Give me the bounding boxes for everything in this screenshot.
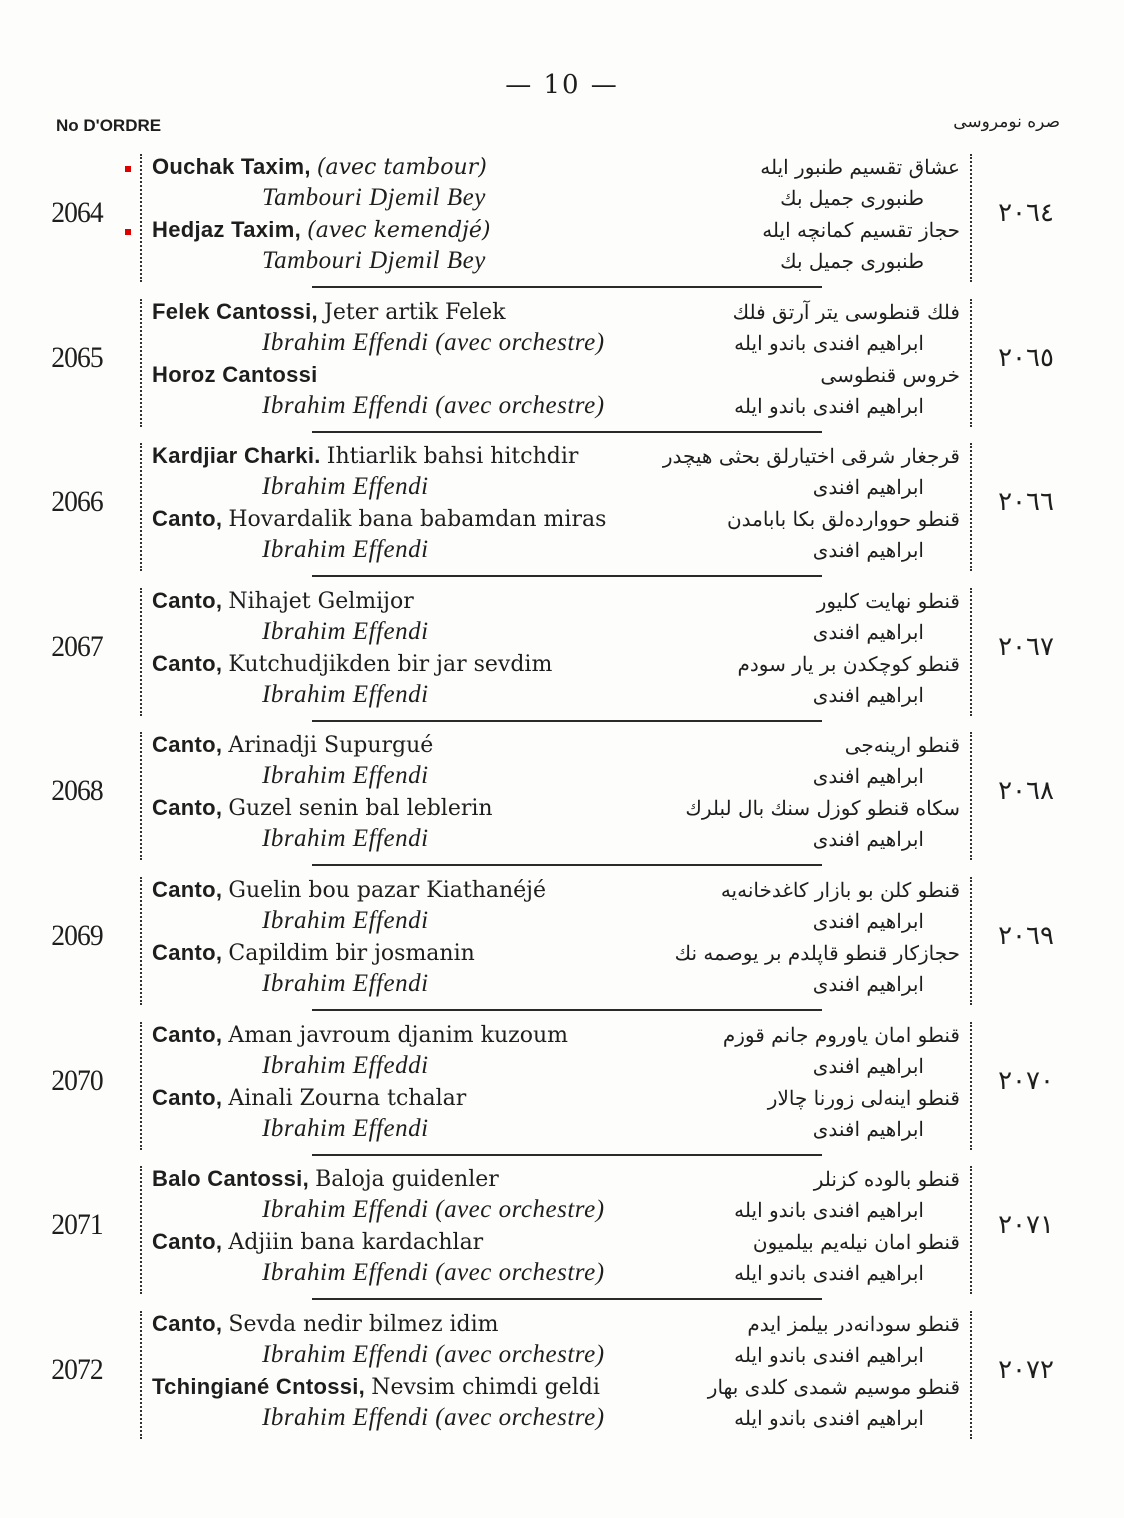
arabic-title-1: فلك قنطوسی يتر آرتق فلك bbox=[732, 299, 960, 324]
song-note-1: (avec tambour) bbox=[316, 155, 487, 180]
arabic-title-1: قنطو بالوده كزنلر bbox=[813, 1167, 960, 1192]
arabic-catalog-number: ٢٠٦٦ bbox=[998, 487, 1054, 518]
song-type-1: Kardjiar Charki. bbox=[152, 443, 321, 469]
catalog-number: 2071 bbox=[51, 1208, 103, 1242]
entry-divider bbox=[312, 1298, 822, 1300]
entry-divider bbox=[312, 1154, 822, 1156]
performer-1: Ibrahim Effeddi bbox=[262, 1051, 429, 1079]
arabic-performer-2: ابراهيم افندی bbox=[812, 538, 924, 563]
arabic-title-2: قنطو امان نيلەيم بيلميون bbox=[752, 1230, 960, 1255]
arabic-title-2: خروس قنطوسی bbox=[820, 362, 960, 387]
song-type-1: Felek Cantossi, bbox=[152, 298, 318, 324]
song-name-2: Guzel senin bal leblerin bbox=[228, 796, 493, 822]
arabic-performer-2: ابراهيم افندی باندو ايله bbox=[734, 1261, 924, 1286]
song-name-2: Adjiin bana kardachlar bbox=[228, 1230, 484, 1256]
song-type-1: Ouchak Taxim, bbox=[152, 154, 311, 179]
arabic-performer-1: طنبوری جميل بك bbox=[780, 186, 924, 210]
left-bracket bbox=[140, 732, 142, 860]
record-entry bbox=[0, 148, 1124, 288]
arabic-performer-2: ابراهيم افندی bbox=[812, 1116, 924, 1141]
arabic-order-header: صره نومروسی bbox=[953, 112, 1060, 132]
song-title-2 bbox=[152, 1227, 483, 1257]
performer-1: Ibrahim Effendi bbox=[262, 617, 429, 645]
song-title-1 bbox=[152, 152, 487, 182]
entry-divider bbox=[312, 431, 822, 433]
arabic-performer-1: ابراهيم افندی bbox=[812, 909, 924, 933]
song-title-1 bbox=[152, 297, 506, 327]
performer-1: Ibrahim Effendi bbox=[262, 907, 429, 934]
song-name-1: Aman javroum djanim kuzoum bbox=[228, 1022, 568, 1048]
song-title-1 bbox=[152, 730, 433, 760]
performer-2: Ibrahim Effendi bbox=[262, 1114, 429, 1142]
song-type-2: Canto, bbox=[152, 650, 223, 676]
song-title-2 bbox=[152, 504, 606, 534]
song-title-1 bbox=[152, 586, 414, 616]
song-name-2: Nevsim chimdi geldi bbox=[371, 1374, 600, 1400]
left-bracket bbox=[140, 154, 142, 282]
catalog-number: 2070 bbox=[51, 1063, 103, 1097]
right-bracket bbox=[970, 443, 972, 571]
arabic-catalog-number: ٢٠٧١ bbox=[998, 1210, 1054, 1241]
left-bracket bbox=[140, 1166, 142, 1294]
song-name-2: Capildim bir josmanin bbox=[228, 941, 475, 966]
song-name-2: Hovardalik bana babamdan miras bbox=[228, 507, 607, 533]
song-name-1: Baloja guidenler bbox=[315, 1167, 499, 1193]
song-type-1: Balo Cantossi, bbox=[152, 1166, 310, 1192]
arabic-title-1: عشاق تقسيم طنبور ايله bbox=[760, 155, 960, 179]
right-bracket bbox=[970, 299, 972, 427]
performer-2: Ibrahim Effendi (avec orchestre) bbox=[262, 1403, 605, 1431]
red-marker-2 bbox=[125, 229, 131, 235]
song-type-1: Canto, bbox=[152, 877, 223, 902]
arabic-performer-1: ابراهيم افندی باندو ايله bbox=[734, 1198, 924, 1223]
arabic-performer-1: ابراهيم افندی bbox=[812, 619, 924, 644]
arabic-catalog-number: ٢٠٧٢ bbox=[998, 1354, 1054, 1385]
arabic-performer-2: ابراهيم افندی bbox=[812, 682, 924, 707]
arabic-performer-2: ابراهيم افندی باندو ايله bbox=[734, 393, 924, 418]
song-title-2 bbox=[152, 649, 552, 679]
arabic-title-1: قنطو امان ياوروم جانم قوزم bbox=[722, 1022, 960, 1047]
right-bracket bbox=[970, 1166, 972, 1294]
left-bracket bbox=[140, 443, 142, 571]
song-name-1: Jeter artik Felek bbox=[324, 299, 506, 325]
catalog-number: 2066 bbox=[51, 485, 103, 519]
performer-2: Ibrahim Effendi bbox=[262, 825, 429, 853]
performer-1: Ibrahim Effendi (avec orchestre) bbox=[262, 1340, 605, 1368]
record-entry bbox=[0, 726, 1124, 866]
page-number: — 10 — bbox=[505, 70, 619, 100]
left-bracket bbox=[140, 877, 142, 1005]
song-name-2: Ainali Zourna tchalar bbox=[228, 1085, 467, 1111]
arabic-title-1: قنطو سودانەدر بيلمز ايدم bbox=[747, 1311, 960, 1336]
song-title-2 bbox=[152, 1083, 466, 1113]
red-marker-1 bbox=[125, 166, 131, 172]
arabic-title-2: قنطو اينەلی زورنا چالار bbox=[767, 1085, 960, 1110]
performer-1: Ibrahim Effendi (avec orchestre) bbox=[262, 1196, 605, 1224]
song-name-1: Arinadji Supurgué bbox=[228, 733, 434, 759]
arabic-performer-2: ابراهيم افندی bbox=[812, 827, 924, 852]
arabic-title-1: قنطو كلن بو بازار كاغدخانەيه bbox=[720, 878, 960, 902]
entry-divider bbox=[312, 575, 822, 577]
record-entry bbox=[0, 871, 1124, 1011]
arabic-title-1: قنطو نهايت كليور bbox=[816, 588, 960, 613]
arabic-title-1: قرجغار شرقی اختيارلق بحثی هيچدر bbox=[662, 444, 960, 469]
song-type-1: Canto, bbox=[152, 1021, 223, 1047]
performer-1: Ibrahim Effendi (avec orchestre) bbox=[262, 328, 605, 356]
record-entry bbox=[0, 1305, 1124, 1445]
performer-2: Ibrahim Effendi (avec orchestre) bbox=[262, 1259, 605, 1287]
right-bracket bbox=[970, 1311, 972, 1439]
entry-divider bbox=[312, 720, 822, 722]
arabic-title-2: قنطو موسيم شمدی كلدی بهار bbox=[707, 1374, 960, 1399]
right-bracket bbox=[970, 1022, 972, 1150]
song-name-1: Guelin bou pazar Kiathanéjé bbox=[228, 878, 547, 903]
right-bracket bbox=[970, 877, 972, 1005]
right-bracket bbox=[970, 154, 972, 282]
song-type-1: Canto, bbox=[152, 1310, 223, 1336]
catalog-number: 2068 bbox=[51, 774, 103, 808]
left-bracket bbox=[140, 1311, 142, 1439]
song-type-2: Hedjaz Taxim, bbox=[152, 217, 301, 242]
performer-1: Ibrahim Effendi bbox=[262, 762, 429, 790]
entry-divider bbox=[312, 286, 822, 288]
order-number-header: No D'ORDRE bbox=[56, 116, 162, 135]
song-type-1: Canto, bbox=[152, 732, 223, 758]
catalog-number: 2064 bbox=[51, 196, 103, 229]
arabic-title-2: قنطو كوچكدن بر يار سودم bbox=[737, 651, 960, 676]
performer-2: Ibrahim Effendi bbox=[262, 970, 429, 997]
performer-1: Tambouri Djemil Bey bbox=[262, 184, 486, 211]
catalog-number: 2072 bbox=[51, 1352, 103, 1386]
catalog-number: 2069 bbox=[51, 919, 103, 952]
arabic-performer-1: ابراهيم افندی bbox=[812, 764, 924, 789]
arabic-catalog-number: ٢٠٦٥ bbox=[998, 342, 1054, 373]
arabic-performer-1: ابراهيم افندی باندو ايله bbox=[734, 330, 924, 355]
catalog-number: 2065 bbox=[51, 340, 103, 374]
song-type-2: Horoz Cantossi bbox=[152, 361, 318, 387]
arabic-performer-1: ابراهيم افندی باندو ايله bbox=[734, 1342, 924, 1367]
arabic-performer-2: ابراهيم افندی bbox=[812, 972, 924, 996]
performer-2: Ibrahim Effendi bbox=[262, 680, 429, 708]
record-entry bbox=[0, 293, 1124, 433]
arabic-title-2: قنطو حوواردەلق بكا بابامدن bbox=[726, 507, 960, 532]
performer-2: Tambouri Djemil Bey bbox=[262, 247, 486, 274]
arabic-catalog-number: ٢٠٦٤ bbox=[998, 198, 1054, 228]
arabic-performer-2: ابراهيم افندی باندو ايله bbox=[734, 1405, 924, 1430]
song-name-1: Nihajet Gelmijor bbox=[228, 588, 414, 614]
song-name-1: Sevda nedir bilmez idim bbox=[228, 1311, 499, 1337]
song-note-2: (avec kemendjé) bbox=[307, 218, 491, 243]
arabic-title-2: حجازكار قنطو قاپلدم بر يوصمه نك bbox=[674, 941, 960, 965]
song-title-1 bbox=[152, 441, 578, 471]
song-type-2: Tchingiané Cntossi, bbox=[152, 1373, 366, 1399]
record-entry bbox=[0, 437, 1124, 577]
song-type-2: Canto, bbox=[152, 506, 223, 532]
arabic-catalog-number: ٢٠٦٨ bbox=[998, 776, 1054, 807]
song-title-2 bbox=[152, 1372, 600, 1402]
arabic-performer-1: ابراهيم افندی bbox=[812, 1053, 924, 1078]
song-title-2 bbox=[152, 215, 490, 245]
left-bracket bbox=[140, 588, 142, 716]
song-title-1 bbox=[152, 1020, 568, 1050]
song-name-2: Kutchudjikden bir jar sevdim bbox=[228, 651, 553, 677]
performer-1: Ibrahim Effendi bbox=[262, 473, 429, 501]
song-type-2: Canto, bbox=[152, 1229, 223, 1255]
song-title-2 bbox=[152, 938, 475, 968]
song-type-2: Canto, bbox=[152, 1084, 223, 1110]
arabic-catalog-number: ٢٠٦٧ bbox=[998, 631, 1054, 662]
song-title-1 bbox=[152, 1309, 499, 1339]
right-bracket bbox=[970, 588, 972, 716]
song-name-1: Ihtiarlik bahsi hitchdir bbox=[326, 444, 579, 470]
song-title-1 bbox=[152, 875, 546, 905]
left-bracket bbox=[140, 299, 142, 427]
catalog-number: 2067 bbox=[51, 629, 103, 663]
arabic-catalog-number: ٢٠٧٠ bbox=[998, 1065, 1054, 1096]
song-type-2: Canto, bbox=[152, 795, 223, 821]
performer-2: Ibrahim Effendi bbox=[262, 536, 429, 564]
record-entry bbox=[0, 1016, 1124, 1156]
arabic-title-2: سكاه قنطو كوزل سنك بال لبلرك bbox=[685, 796, 960, 821]
arabic-performer-2: طنبوری جميل بك bbox=[780, 249, 924, 273]
left-bracket bbox=[140, 1022, 142, 1150]
entry-divider bbox=[312, 1009, 822, 1011]
right-bracket bbox=[970, 732, 972, 860]
song-title-2 bbox=[152, 360, 318, 390]
entry-divider bbox=[312, 864, 822, 866]
song-title-2 bbox=[152, 793, 493, 823]
song-type-1: Canto, bbox=[152, 587, 223, 613]
arabic-performer-1: ابراهيم افندی bbox=[812, 475, 924, 500]
arabic-title-2: حجاز تقسيم كمانچه ايله bbox=[762, 218, 960, 242]
performer-2: Ibrahim Effendi (avec orchestre) bbox=[262, 391, 605, 419]
arabic-catalog-number: ٢٠٦٩ bbox=[998, 921, 1054, 951]
song-title-1 bbox=[152, 1164, 499, 1194]
song-type-2: Canto, bbox=[152, 940, 223, 965]
record-entry bbox=[0, 582, 1124, 722]
record-entry bbox=[0, 1160, 1124, 1300]
arabic-title-1: قنطو ارينەجی bbox=[844, 733, 960, 758]
